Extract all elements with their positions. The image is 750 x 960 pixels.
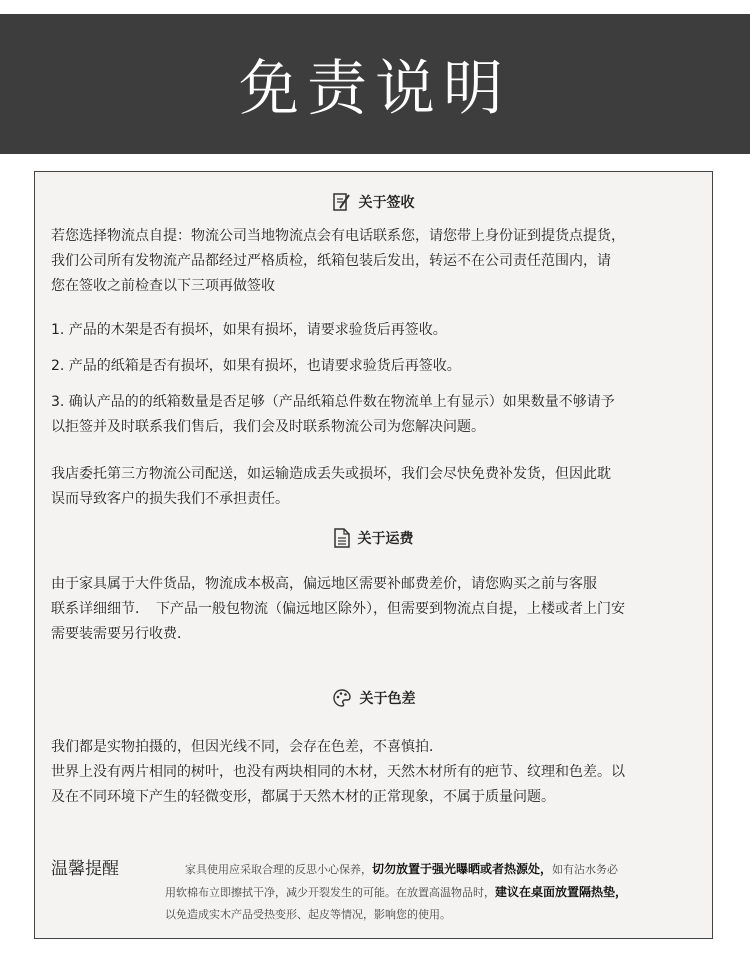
text-line: 以拒签并及时联系我们售后，我们会及时联系物流公司为您解决问题。 [51, 419, 485, 435]
text-line: 联系详细细节． 下产品一般包物流（偏远地区除外），但需要到物流点自提，上楼或者上门安 [51, 601, 625, 617]
receipt-liability [51, 462, 701, 512]
text-line: 若您选择物流点自提：物流公司当地物流点会有电话联系您，请您带上身份证到提货点提货， [51, 228, 625, 244]
palette-icon [332, 688, 352, 708]
receipt-item-1 [51, 318, 701, 343]
sign-document-icon [333, 192, 351, 212]
receipt-intro [51, 224, 701, 299]
text-line: 我店委托第三方物流公司配送，如运输造成丢失或损坏，我们会尽快免费补发货，但因此耽 [51, 466, 611, 482]
disclaimer-panel [34, 171, 713, 939]
color-heading [35, 688, 712, 708]
tips-text [165, 858, 705, 926]
text-line: 2. 产品的纸箱是否有损坏，如果有损坏，也请要求验货后再签收。 [51, 358, 461, 374]
tip-emphasis: 切勿放置于强光曝晒或者热源处， [372, 862, 553, 876]
receipt-heading [35, 192, 712, 212]
text-line: 您在签收之前检查以下三项再做签收 [51, 278, 275, 294]
receipt-heading-text: 关于签收 [358, 195, 415, 211]
document-icon [334, 528, 350, 548]
text-line: 我们公司所有发物流产品都经过严格质检，纸箱包装后发出，转运不在公司责任范围内，请 [51, 253, 611, 269]
text-line: 误而导致客户的损失我们不承担责任。 [51, 491, 289, 507]
tip-text: 用软棉布立即擦拭干净，减少开裂发生的可能。在放置高温物品时， [165, 886, 495, 899]
text-line: 及在不同环境下产生的轻微变形，都属于天然木材的正常现象，不属于质量问题。 [51, 789, 555, 805]
page-title: 免责说明 [239, 54, 511, 124]
tip-line-1 [165, 858, 705, 881]
receipt-item-3 [51, 390, 701, 440]
tip-line-2 [165, 881, 705, 904]
shipping-text [51, 572, 701, 647]
text-line: 1. 产品的木架是否有损坏，如果有损坏，请要求验货后再签收。 [51, 322, 447, 338]
shipping-heading-text: 关于运费 [357, 531, 414, 547]
text-line: 世界上没有两片相同的树叶，也没有两块相同的木材，天然木材所有的疤节、纹理和色差。以 [51, 764, 625, 780]
receipt-item-2 [51, 354, 701, 379]
text-line: 由于家具属于大件货品，物流成本极高，偏远地区需要补邮费差价，请您购买之前与客服 [51, 576, 597, 592]
text-line: 3. 确认产品的的纸箱数量是否足够（产品纸箱总件数在物流单上有显示）如果数量不够请予 [51, 394, 615, 410]
color-text [51, 735, 701, 810]
tip-text: 如有沾水务必 [552, 863, 619, 876]
color-heading-text: 关于色差 [359, 691, 416, 707]
tip-emphasis: 建议在桌面放置隔热垫， [495, 885, 628, 899]
header-banner [0, 14, 750, 154]
tip-text: 家具使用应采取合理的反思小心保养， [185, 863, 372, 876]
tips-title: 温馨提醒 [51, 859, 119, 879]
tip-line-3: 以免造成实木产品受热变形、起皮等情况，影响您的使用。 [165, 908, 451, 921]
shipping-heading [35, 528, 712, 548]
text-line: 需要装需要另行收费． [51, 626, 191, 642]
text-line: 我们都是实物拍摄的，但因光线不同，会存在色差，不喜慎拍． [51, 739, 443, 755]
